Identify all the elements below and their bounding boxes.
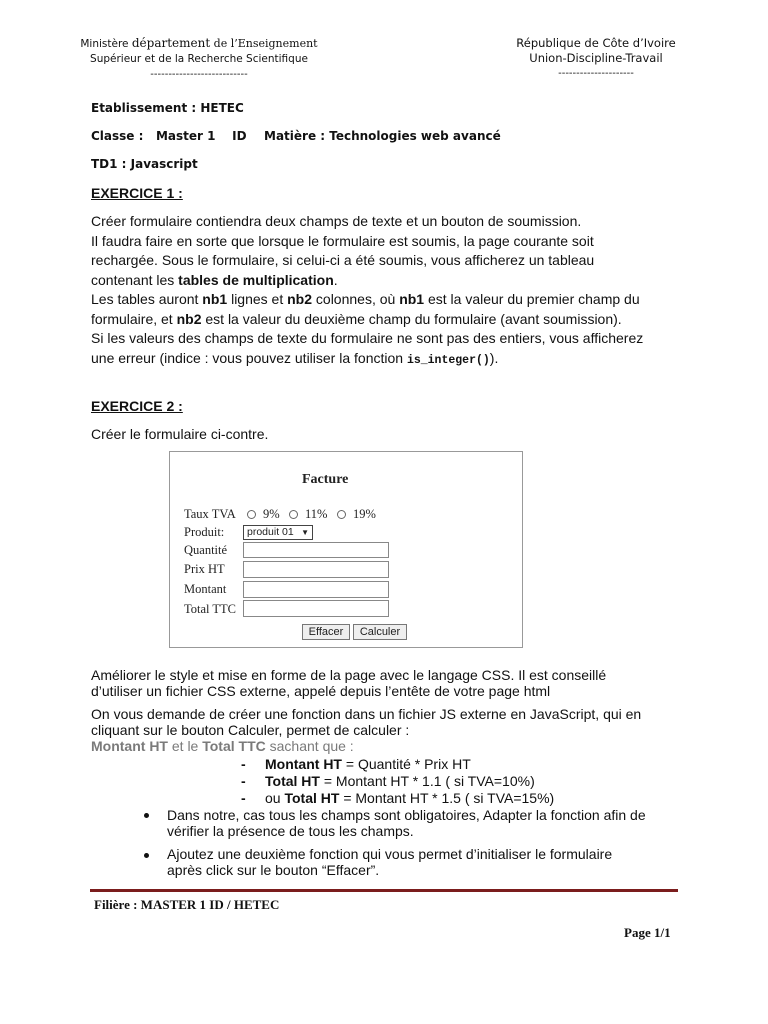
ministry-line-2: Supérieur et de la Recherche Scientifique: [90, 53, 308, 65]
facture-form: [169, 451, 523, 648]
bullet-item-1: Dans notre, cas tous les champs sont obligatoires, Adapter la fonction afin de vérifier la présence de tous les champs.: [167, 807, 646, 839]
tva-radio-11[interactable]: [289, 510, 298, 519]
tva-label: Taux TVA: [184, 507, 236, 521]
calculer-button[interactable]: Calculer: [353, 624, 407, 640]
form-title: Facture: [302, 472, 349, 487]
ministry-dashes: ---------------------------: [150, 69, 248, 80]
ministry-line-1: Ministère département de l’Enseignement: [80, 36, 318, 50]
bullet-dot: [144, 853, 149, 858]
quantite-label: Quantité: [184, 543, 228, 557]
effacer-button[interactable]: Effacer: [302, 624, 350, 640]
js-paragraph: On vous demande de créer une fonction dans un fichier JS externe en JavaScript, qui en cliquant sur le bouton Calculer, permet de calculer : Montant HT et le Total TTC sachant que :: [91, 706, 642, 754]
td-line: TD1 : Javascript: [91, 157, 198, 171]
chevron-down-icon: ▼: [301, 528, 309, 537]
exercice-1-title: EXERCICE 1 :: [91, 185, 183, 201]
tva-radio-9[interactable]: [247, 510, 256, 519]
tva-option-11: 11%: [305, 507, 328, 521]
produit-label: Produit:: [184, 525, 225, 539]
produit-select-value: produit 01: [247, 526, 294, 538]
tva-option-19: 19%: [353, 507, 376, 521]
bullet-dot: [144, 813, 149, 818]
republic-header: [490, 36, 702, 81]
ministry-line-1-word: département: [131, 36, 211, 50]
exercice-1-text: Créer formulaire contiendra deux champs de texte et un bouton de soumission. Il faudra faire en sorte que lorsque le formulaire est soumis, la page courante soit rechargée. Sous le formulaire, si celui-ci a été soumis, vous afficherez un tableau contenant les tables de multiplication. Les tables auront nb1 lignes et nb2 colonnes, où nb1 est la valeur du premier champ du formulaire, et nb2 est la valeur du deuxième champ du formulaire (avant soumission). Si les valeurs des champs de texte du formulaire ne sont pas des entiers, vous afficherez une erreur (indice : vous pouvez utiliser la fonction is_integer()).: [91, 213, 644, 367]
republic-line-2: Union-Discipline-Travail: [529, 51, 663, 65]
exercice-2-intro: Créer le formulaire ci-contre.: [91, 426, 269, 442]
page-number: Page 1/1: [624, 925, 671, 940]
exercice-2-title: EXERCICE 2 :: [91, 398, 183, 414]
republic-line-1: République de Côte d’Ivoire: [516, 36, 676, 50]
tva-radio-19[interactable]: [337, 510, 346, 519]
total-ttc-label: Total TTC: [184, 602, 237, 616]
montant-label: Montant: [184, 582, 227, 596]
classe-line: Classe : Master 1 ID: [91, 129, 247, 143]
produit-select[interactable]: [243, 525, 313, 540]
is-integer-code: is_integer(): [406, 353, 490, 367]
etablissement-line: Etablissement : HETEC: [91, 101, 244, 115]
footer-rule: [90, 889, 678, 892]
prix-ht-input[interactable]: [243, 561, 389, 578]
republic-dashes: ---------------------: [558, 68, 634, 79]
bullet-item-2: Ajoutez une deuxième fonction qui vous permet d’initialiser le formulaire après click sur le bouton “Effacer”.: [167, 846, 613, 878]
total-ttc-input[interactable]: [243, 600, 389, 617]
matiere-line: Matière : Technologies web avancé: [264, 129, 501, 143]
ministry-header: [70, 36, 328, 82]
css-paragraph: Améliorer le style et mise en forme de la page avec le langage CSS. Il est conseillé d’utiliser un fichier CSS externe, appelé depuis l’entête de votre page html: [91, 667, 607, 699]
tva-option-9: 9%: [263, 507, 280, 521]
montant-input[interactable]: [243, 581, 389, 598]
prix-ht-label: Prix HT: [184, 562, 225, 576]
footer-filiere: Filière : MASTER 1 ID / HETEC: [94, 897, 280, 912]
quantite-input[interactable]: [243, 542, 389, 558]
